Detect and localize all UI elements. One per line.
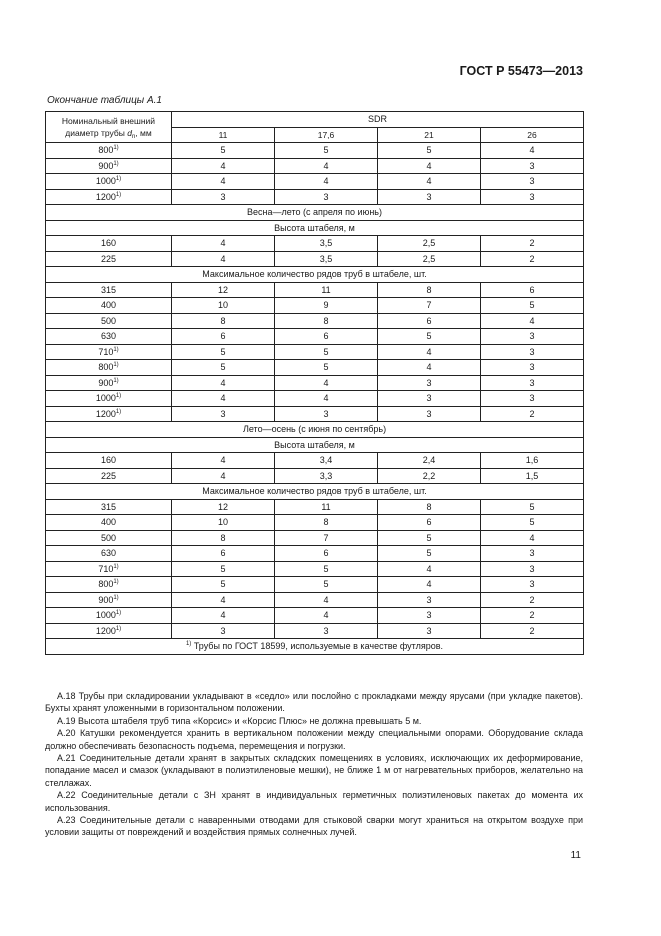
value-cell: 5 (172, 360, 275, 376)
value-cell: 5 (481, 298, 584, 314)
table-row (46, 189, 584, 205)
table-row (46, 561, 584, 577)
value-cell: 6 (275, 329, 378, 345)
value-cell: 11 (275, 282, 378, 298)
diameter-cell (46, 189, 172, 205)
page-number: 11 (570, 850, 581, 861)
value-cell: 6 (172, 329, 275, 345)
value-cell: 4 (172, 375, 275, 391)
diameter-value: 800 (98, 579, 114, 589)
paragraph: А.20 Катушки рекомендуется хранить в вертикальном положении между специальными опорами. Оборудование склада должно обеспечивать безопасность подъема, перемещения и погрузки. (45, 728, 583, 751)
value-cell: 5 (378, 143, 481, 159)
value-cell: 6 (275, 546, 378, 562)
header-diameter-unit: , мм (135, 128, 152, 138)
value-cell: 5 (378, 329, 481, 345)
value-cell: 8 (378, 282, 481, 298)
table-row (46, 391, 584, 407)
value-cell: 4 (481, 143, 584, 159)
diameter-value: 1200 (95, 408, 116, 419)
diameter-value: 1200 (95, 191, 116, 202)
footnote-ref: 1) (113, 594, 119, 601)
value-cell: 4 (481, 530, 584, 546)
value-cell: 4 (172, 453, 275, 469)
table-row (46, 251, 584, 267)
header-sdr-col: 21 (378, 127, 481, 143)
value-cell: 4 (275, 375, 378, 391)
value-cell: 5 (481, 515, 584, 531)
value-cell: 11 (275, 499, 378, 515)
value-cell: 6 (172, 546, 275, 562)
diameter-value: 710 (98, 563, 114, 574)
value-cell: 4 (172, 391, 275, 407)
diameter-cell (46, 623, 172, 639)
diameter-cell (46, 406, 172, 422)
table-row (46, 608, 584, 624)
value-cell: 3 (481, 158, 584, 174)
table-section-row (46, 437, 584, 453)
value-cell: 8 (172, 313, 275, 329)
table-footnote (46, 639, 584, 655)
footnote-ref: 1) (115, 408, 122, 415)
diameter-cell (46, 515, 172, 531)
diameter-value: 710 (98, 346, 114, 357)
diameter-value: 225 (100, 470, 117, 481)
table-row (46, 282, 584, 298)
footnote-ref: 1) (115, 176, 122, 182)
value-cell: 3 (481, 329, 584, 345)
value-cell: 3 (481, 344, 584, 360)
diameter-cell (46, 360, 172, 376)
paragraph: А.22 Соединительные детали с ЗН хранят в индивидуальных герметичных полиэтиленовых пакетах до момента их использования. (45, 790, 583, 813)
diameter-value: 900 (98, 377, 114, 388)
value-cell: 3,5 (275, 236, 378, 252)
value-cell: 2 (481, 251, 584, 267)
diameter-value: 400 (100, 300, 117, 310)
diameter-value: 160 (100, 455, 117, 465)
value-cell: 5 (172, 561, 275, 577)
footnote-ref: 1) (113, 579, 119, 585)
value-cell: 4 (378, 577, 481, 593)
value-cell: 5 (378, 546, 481, 562)
diameter-cell (46, 251, 172, 267)
paragraph: А.21 Соединительные детали хранят в закрытых складских помещениях в условиях, исключающих их деформирование, попадание масел и смазок (укладывают в полиэтиленовые мешки), не ближе 1 м от нагревательных приборов, желательно на стеллажах. (45, 753, 583, 788)
value-cell: 5 (172, 344, 275, 360)
footnote-ref: 1) (113, 563, 119, 570)
value-cell: 4 (481, 313, 584, 329)
diameter-cell (46, 236, 172, 252)
diameter-cell (46, 530, 172, 546)
value-cell: 8 (172, 530, 275, 546)
section-label: Весна—лето (с апреля по июнь) (46, 205, 584, 221)
value-cell: 2 (481, 592, 584, 608)
table-section-row (46, 267, 584, 283)
diameter-cell (46, 344, 172, 360)
value-cell: 3 (481, 174, 584, 190)
value-cell: 3 (172, 623, 275, 639)
table-row (46, 577, 584, 593)
value-cell: 4 (275, 592, 378, 608)
diameter-value: 1000 (95, 176, 116, 186)
table-row (46, 375, 584, 391)
diameter-cell (46, 453, 172, 469)
footnote-mark: 1) (185, 641, 192, 647)
diameter-cell (46, 561, 172, 577)
value-cell: 2,4 (378, 453, 481, 469)
value-cell: 3 (275, 623, 378, 639)
header-diameter-var: d (127, 128, 132, 138)
value-cell: 3 (481, 546, 584, 562)
value-cell: 6 (378, 515, 481, 531)
value-cell: 3 (275, 406, 378, 422)
table-header (46, 112, 584, 143)
table-section-row (46, 422, 584, 438)
section-label: Максимальное количество рядов труб в штабеле, шт. (46, 267, 584, 283)
diameter-value: 500 (100, 315, 117, 326)
table-section-row (46, 205, 584, 221)
value-cell: 3,3 (275, 468, 378, 484)
diameter-cell (46, 468, 172, 484)
diameter-value: 315 (100, 284, 117, 295)
value-cell: 7 (275, 530, 378, 546)
document-code: ГОСТ Р 55473—2013 (459, 64, 583, 78)
section-label: Лето—осень (с июня по сентябрь) (46, 422, 584, 438)
table-row (46, 592, 584, 608)
diameter-cell (46, 282, 172, 298)
diameter-cell (46, 499, 172, 515)
table-row (46, 453, 584, 469)
value-cell: 3 (378, 592, 481, 608)
footnote-ref: 1) (113, 362, 119, 368)
diameter-value: 800 (98, 145, 114, 155)
footnote-ref: 1) (115, 610, 122, 616)
table-body (46, 143, 584, 639)
value-cell: 3 (481, 391, 584, 407)
table-row (46, 406, 584, 422)
storage-table (45, 111, 584, 655)
value-cell: 3 (481, 561, 584, 577)
value-cell: 10 (172, 515, 275, 531)
value-cell: 3 (378, 608, 481, 624)
table-row (46, 468, 584, 484)
value-cell: 3 (172, 189, 275, 205)
diameter-cell (46, 158, 172, 174)
diameter-value: 1000 (95, 393, 116, 403)
section-label: Высота штабеля, м (46, 220, 584, 236)
value-cell: 3 (378, 406, 481, 422)
value-cell: 2 (481, 623, 584, 639)
table-row (46, 174, 584, 190)
diameter-value: 400 (100, 517, 117, 527)
diameter-value: 1200 (95, 625, 116, 636)
diameter-cell (46, 143, 172, 159)
value-cell: 5 (481, 499, 584, 515)
diameter-cell (46, 592, 172, 608)
value-cell: 7 (378, 298, 481, 314)
value-cell: 12 (172, 282, 275, 298)
value-cell: 3 (378, 189, 481, 205)
value-cell: 3 (481, 577, 584, 593)
table-caption: Окончание таблицы А.1 (47, 95, 162, 106)
footnote-text: Трубы по ГОСТ 18599, используемые в качестве футляров. (191, 641, 444, 651)
value-cell: 3 (481, 189, 584, 205)
diameter-value: 1000 (95, 610, 116, 620)
diameter-value: 800 (98, 362, 114, 372)
value-cell: 2 (481, 236, 584, 252)
value-cell: 4 (275, 608, 378, 624)
header-diameter-sub: n (131, 134, 136, 140)
value-cell: 4 (172, 236, 275, 252)
diameter-cell (46, 577, 172, 593)
table-row (46, 515, 584, 531)
value-cell: 4 (172, 468, 275, 484)
header-sdr-col: 17,6 (275, 127, 378, 143)
diameter-value: 630 (100, 548, 117, 558)
diameter-cell (46, 391, 172, 407)
table-section-row (46, 220, 584, 236)
value-cell: 4 (172, 174, 275, 190)
value-cell: 3 (378, 375, 481, 391)
diameter-value: 160 (100, 238, 117, 248)
header-diameter-line2: диаметр трубы (65, 128, 128, 138)
value-cell: 4 (275, 158, 378, 174)
value-cell: 5 (275, 577, 378, 593)
diameter-value: 500 (100, 532, 117, 543)
table-row (46, 623, 584, 639)
value-cell: 2,5 (378, 251, 481, 267)
value-cell: 3,5 (275, 251, 378, 267)
value-cell: 4 (172, 251, 275, 267)
value-cell: 4 (378, 344, 481, 360)
value-cell: 4 (378, 360, 481, 376)
diameter-value: 900 (98, 160, 114, 171)
value-cell: 12 (172, 499, 275, 515)
value-cell: 1,6 (481, 453, 584, 469)
value-cell: 8 (275, 515, 378, 531)
value-cell: 5 (275, 360, 378, 376)
diameter-value: 225 (100, 253, 117, 264)
table-row (46, 236, 584, 252)
paragraph: А.18 Трубы при складировании укладывают в «седло» или послойно с прокладками между ярусами (при укладке пакетов). Бухты хранят уложенными в горизонтальном положении. (45, 691, 583, 714)
header-sdr-col: 11 (172, 127, 275, 143)
footnote-ref: 1) (113, 377, 119, 384)
value-cell: 8 (378, 499, 481, 515)
value-cell: 4 (378, 158, 481, 174)
value-cell: 10 (172, 298, 275, 314)
value-cell: 4 (378, 561, 481, 577)
table-row (46, 143, 584, 159)
value-cell: 5 (275, 344, 378, 360)
value-cell: 8 (275, 313, 378, 329)
value-cell: 1,5 (481, 468, 584, 484)
header-diameter (46, 112, 172, 143)
diameter-value: 315 (100, 501, 117, 512)
table-row (46, 329, 584, 345)
value-cell: 9 (275, 298, 378, 314)
value-cell: 5 (172, 577, 275, 593)
paragraph: А.23 Соединительные детали с наваренными отводами для стыковой сварки могут храниться на открытом воздухе при условии защиты от повреждений и воздействия прямых солнечных лучей. (45, 815, 583, 838)
table-section-row (46, 484, 584, 500)
value-cell: 6 (378, 313, 481, 329)
value-cell: 2,2 (378, 468, 481, 484)
diameter-cell (46, 375, 172, 391)
paragraph: А.19 Высота штабеля труб типа «Корсис» и «Корсис Плюс» не должна превышать 5 м. (57, 715, 422, 726)
diameter-cell (46, 174, 172, 190)
footnote-ref: 1) (113, 160, 119, 167)
table-row (46, 313, 584, 329)
diameter-cell (46, 546, 172, 562)
table-row (46, 360, 584, 376)
value-cell: 6 (481, 282, 584, 298)
value-cell: 3 (172, 406, 275, 422)
diameter-cell (46, 329, 172, 345)
value-cell: 5 (275, 143, 378, 159)
value-cell: 3 (378, 623, 481, 639)
value-cell: 4 (378, 174, 481, 190)
value-cell: 3 (378, 391, 481, 407)
value-cell: 2,5 (378, 236, 481, 252)
footnote-ref: 1) (115, 393, 122, 399)
diameter-value: 900 (98, 594, 114, 605)
value-cell: 2 (481, 406, 584, 422)
header-sdr: SDR (172, 112, 584, 128)
body-text (45, 690, 583, 839)
diameter-cell (46, 608, 172, 624)
value-cell: 4 (172, 592, 275, 608)
value-cell: 5 (275, 561, 378, 577)
table-row (46, 158, 584, 174)
header-diameter-line1: Номинальный внешний (61, 116, 156, 126)
section-label: Высота штабеля, м (46, 437, 584, 453)
table-row (46, 499, 584, 515)
table-row (46, 546, 584, 562)
table-row (46, 298, 584, 314)
value-cell: 4 (275, 391, 378, 407)
footnote-ref: 1) (115, 625, 122, 632)
value-cell: 3,4 (275, 453, 378, 469)
value-cell: 5 (378, 530, 481, 546)
value-cell: 5 (172, 143, 275, 159)
footnote-ref: 1) (113, 145, 119, 151)
value-cell: 4 (275, 174, 378, 190)
table-row (46, 530, 584, 546)
value-cell: 3 (481, 360, 584, 376)
table-row (46, 344, 584, 360)
value-cell: 4 (172, 158, 275, 174)
diameter-value: 630 (100, 331, 117, 341)
value-cell: 3 (275, 189, 378, 205)
diameter-cell (46, 298, 172, 314)
header-sdr-col: 26 (481, 127, 584, 143)
diameter-cell (46, 313, 172, 329)
footnote-ref: 1) (113, 346, 119, 353)
value-cell: 4 (172, 608, 275, 624)
footnote-ref: 1) (115, 191, 122, 198)
value-cell: 2 (481, 608, 584, 624)
section-label: Максимальное количество рядов труб в штабеле, шт. (46, 484, 584, 500)
value-cell: 3 (481, 375, 584, 391)
